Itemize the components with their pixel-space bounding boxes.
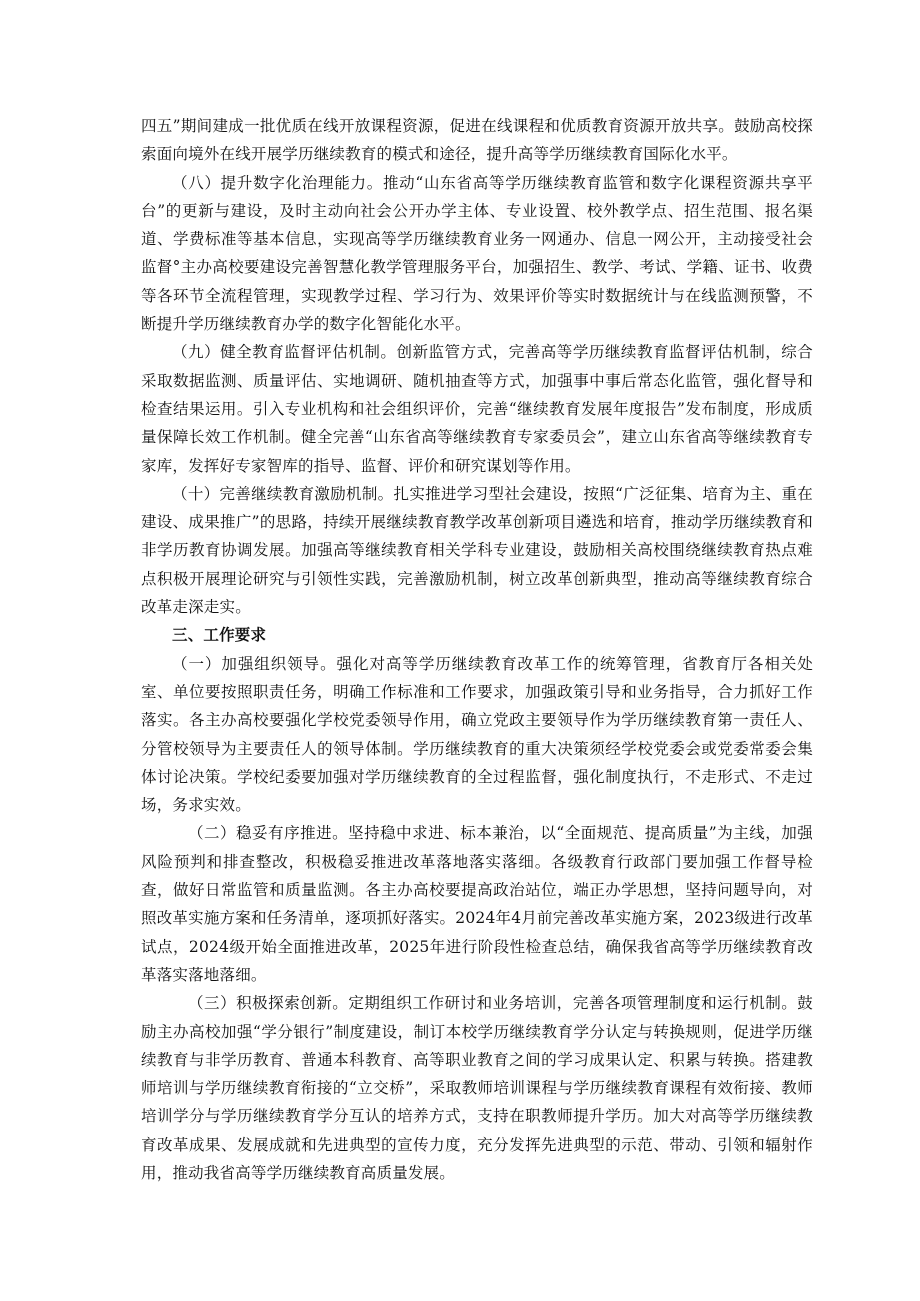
paragraph-continuation: 四五”期间建成一批优质在线开放课程资源，促进在线课程和优质教育资源开放共享。鼓励高校探索面向境外在线开展学历继续教育的模式和途径，提升高等学历继续教育国际化水平。 xyxy=(141,117,813,164)
document-page xyxy=(141,112,813,1187)
paragraph-item-10: （十）完善继续教育激励机制。扎实推进学习型社会建设，按照“广泛征集、培育为主、重在建设、成果推广”的思路，持续开展继续教育教学改革创新项目遴选和培育，推动学历继续教育和非学历教育协调发展。加强高等继续教育相关学科专业建设，鼓励相关高校围绕继续教育热点难点积极开展理论研究与引领性实践，完善激励机制，树立改革创新典型，推动高等继续教育综合改革走深走实。 xyxy=(141,484,813,617)
paragraph-requirement-1: （一）加强组织领导。强化对高等学历继续教育改革工作的统筹管理，省教育厅各相关处室、单位要按照职责任务，明确工作标准和工作要求，加强政策引导和业务指导，合力抓好工作落实。各主办高校要强化学校党委领导作用，确立党政主要领导作为学历继续教育第一责任人、分管校领导为主要责任人的领导体制。学历继续教育的重大决策须经学校党委会或党委常委会集体讨论决策。学校纪委要加强对学历继续教育的全过程监督，强化制度执行，不走形式、不走过场，务求实效。 xyxy=(141,654,813,815)
paragraph-item-9: （九）健全教育监督评估机制。创新监管方式，完善高等学历继续教育监督评估机制，综合采取数据监测、质量评估、实地调研、随机抽查等方式，加强事中事后常态化监管，强化督导和检查结果运用。引入专业机构和社会组织评价，完善“继续教育发展年度报告”发布制度，形成质量保障长效工作机制。健全完善“山东省高等继续教育专家委员会”，建立山东省高等继续教育专家库，发挥好专家智库的指导、监督、评价和研究谋划等作用。 xyxy=(141,343,813,475)
paragraph-item-8: （八）提升数字化治理能力。推动“山东省高等学历继续教育监管和数字化课程资源共享平台”的更新与建设，及时主动向社会公开办学主体、专业设置、校外教学点、招生范围、报名渠道、学费标准等基本信息，实现高等学历继续教育业务一网通办、信息一网公开，主动接受社会监督°主办高校要建设完善智慧化教学管理服务平台，加强招生、教学、考试、学籍、证书、收费等各环节全流程管理，实现教学过程、学习行为、效果评价等实时数据统计与在线监测预警，不断提升学历继续教育办学的数字化智能化水平。 xyxy=(141,173,813,334)
paragraph-requirement-3: （三）积极探索创新。定期组织工作研讨和业务培训，完善各项管理制度和运行机制。鼓励主办高校加强“学分银行”制度建设，制订本校学历继续教育学分认定与转换规则，促进学历继续教育与非学历教育、普通本科教育、高等职业教育之间的学习成果认定、积累与转换。搭建教师培训与学历继续教育衔接的“立交桥”，采取教师培训课程与学历继续教育课程有效衔接、教师培训学分与学历继续教育学分互认的培养方式，支持在职教师提升学历。加大对高等学历继续教育改革成果、发展成就和先进典型的宣传力度，充分发挥先进典型的示范、带动、引领和辐射作用，推动我省高等学历继续教育高质量发展。 xyxy=(141,994,813,1182)
paragraph-requirement-2: （二）稳妥有序推进。坚持稳中求进、标本兼治，以“全面规范、提高质量”为主线，加强风险预判和排查整改，积极稳妥推进改革落地落实落细。各级教育行政部门要加强工作督导检查，做好日常监管和质量监测。各主办高校要提高政治站位，端正办学思想，坚持问题导向，对照改革实施方案和任务清单，逐项抓好落实。2024年4月前完善改革实施方案，2023级进行改革试点，2024级开始全面推进改革，2025年进行阶段性检查总结，确保我省高等学历继续教育改革落实落地落细。 xyxy=(141,824,813,984)
section-heading: 三、工作要求 xyxy=(172,625,267,645)
